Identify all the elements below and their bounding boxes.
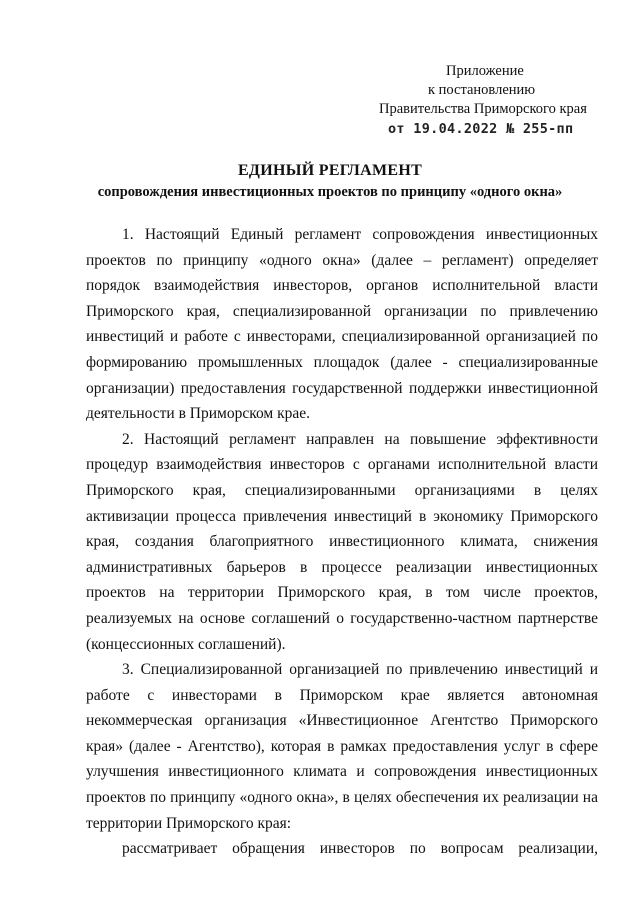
document-body bbox=[86, 222, 598, 862]
paragraph-2: 2. Настоящий регламент направлен на повышение эффективности процедур взаимодействия инвесторов с органами исполнительной власти Приморского края, специализированными организациями в целях активизации процесса привлечения инвестиций в экономику Приморского края, создания благоприятного инвестиционного климата, снижения административных барьеров в процессе реализации инвестиционных проектов на территории Приморского края, в том числе проектов, реализуемых на основе соглашений о государственно-частном партнерстве (концессионных соглашений). bbox=[86, 430, 598, 653]
document-subtitle: сопровождения инвестиционных проектов по принципу «одного окна» bbox=[97, 184, 563, 200]
appendix-label: Приложение bbox=[446, 63, 524, 79]
appendix-resolution: к постановлению bbox=[428, 82, 536, 98]
document-title: ЕДИНЫЙ РЕГЛАМЕНТ bbox=[237, 162, 423, 179]
paragraph-1: 1. Настоящий Единый регламент сопровождения инвестиционных проектов по принципу «одного окна» (далее – регламент) определяет порядок взаимодействия инвесторов, органов исполнительной власти Приморского края, специализированной организации по привлечению инвестиций и работе с инвесторами, специализированной организацией по формированию промышленных площадок (далее - специализированные организации) предоставления государственной поддержки инвестиционной деятельности в Приморском крае. bbox=[86, 226, 598, 423]
paragraph-4: рассматривает обращения инвесторов по вопросам реализации, bbox=[122, 840, 598, 858]
appendix-block bbox=[370, 62, 610, 139]
paragraph-3: 3. Специализированной организацией по привлечению инвестиций и работе с инвесторами в Приморском крае является автономная некоммерческая организация «Инвестиционное Агентство Приморского края» (далее - Агентство), которая в рамках предоставления услуг в сфере улучшения инвестиционного климата и сопровождения инвестиционных проектов по принципу «одного окна», в целях обеспечения их реализации на территории Приморского края: bbox=[86, 661, 598, 832]
appendix-date-number: от 19.04.2022 № 255-пп bbox=[388, 121, 574, 137]
appendix-government: Правительства Приморского края bbox=[379, 101, 587, 117]
